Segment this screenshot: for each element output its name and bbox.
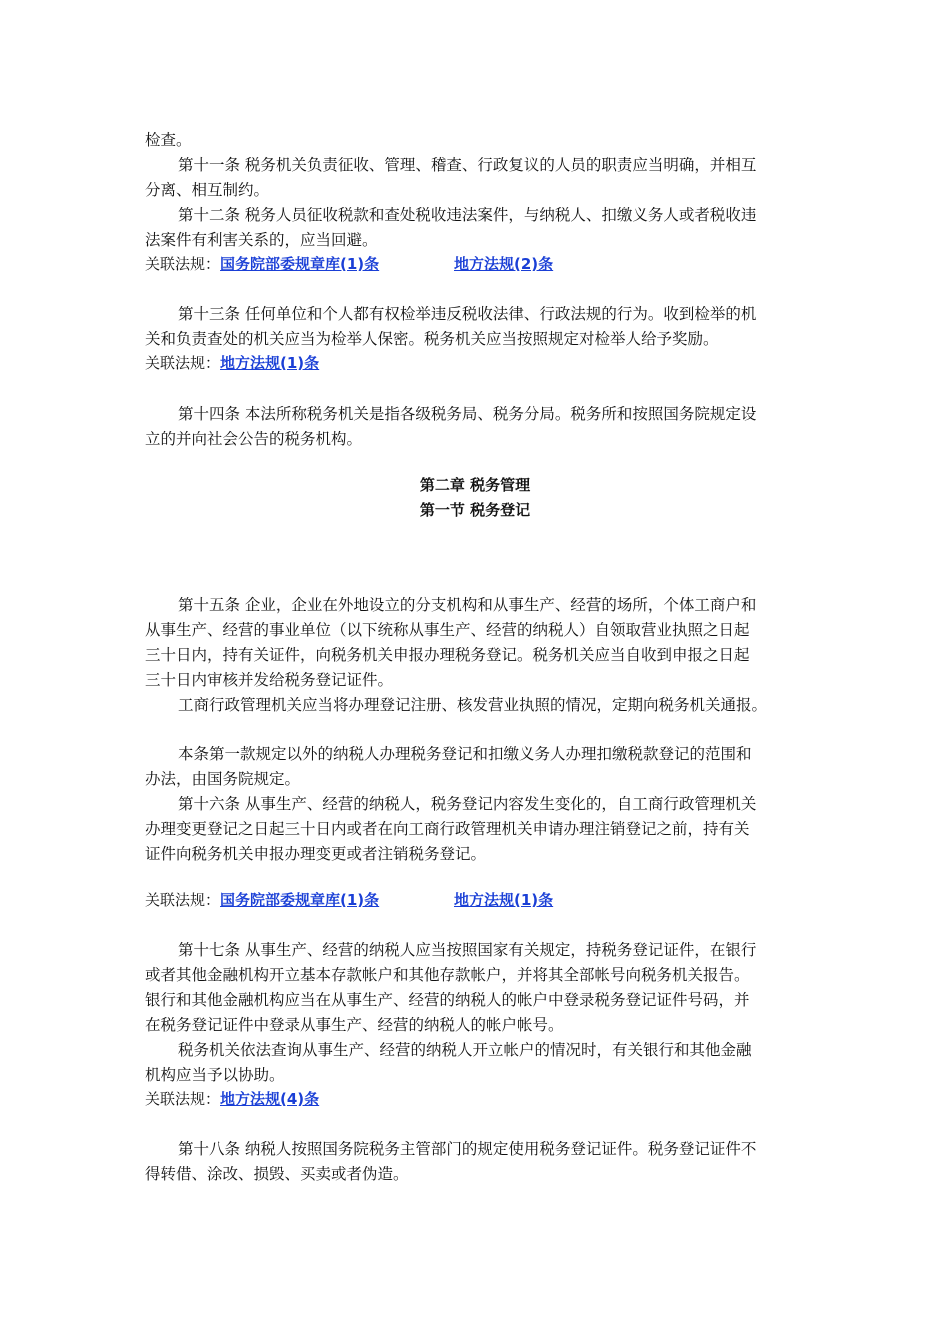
related-regulations-row (145, 351, 319, 375)
paragraph-line: 办法，由国务院规定。 (145, 770, 301, 788)
paragraph-line: 三十日内，持有关证件，向税务机关申报办理税务登记。税务机关应当自收到申报之日起 (145, 646, 750, 664)
paragraph-line: 从事生产、经营的事业单位（以下统称从事生产、经营的纳税人）自领取营业执照之日起 (145, 621, 750, 639)
related-link[interactable]: 地方法规(1)条 (220, 354, 320, 372)
paragraph-line: 税务机关依法查询从事生产、经营的纳税人开立帐户的情况时，有关银行和其他金融 (178, 1041, 752, 1059)
paragraph-line: 本条第一款规定以外的纳税人办理税务登记和扣缴义务人办理扣缴税款登记的范围和 (178, 745, 752, 763)
article-15-line: 第十五条 企业，企业在外地设立的分支机构和从事生产、经营的场所，个体工商户和 (178, 596, 757, 614)
paragraph-line: 立的并向社会公告的税务机构。 (145, 430, 363, 448)
paragraph-line: 关和负责查处的机关应当为检举人保密。税务机关应当按照规定对检举人给予奖励。 (145, 330, 719, 348)
related-link[interactable]: 国务院部委规章库(1)条 (220, 255, 380, 273)
related-label: 关联法规： (145, 891, 221, 909)
paragraph-line: 机构应当予以协助。 (145, 1066, 285, 1084)
paragraph-line: 工商行政管理机关应当将办理登记注册、核发营业执照的情况，定期向税务机关通报。 (178, 696, 768, 714)
paragraph-line: 在税务登记证件中登录从事生产、经营的纳税人的帐户帐号。 (145, 1016, 564, 1034)
article-16-line: 第十六条 从事生产、经营的纳税人，税务登记内容发生变化的，自工商行政管理机关 (178, 795, 757, 813)
paragraph-line: 法案件有利害关系的，应当回避。 (145, 231, 378, 249)
related-link[interactable]: 地方法规(1)条 (454, 891, 554, 909)
paragraph-line: 得转借、涂改、损毁、买卖或者伪造。 (145, 1165, 409, 1183)
paragraph-line: 分离、相互制约。 (145, 181, 270, 199)
related-label: 关联法规： (145, 255, 221, 273)
related-link[interactable]: 国务院部委规章库(1)条 (220, 891, 380, 909)
paragraph-line: 办理变更登记之日起三十日内或者在向工商行政管理机关申请办理注销登记之前，持有关 (145, 820, 750, 838)
article-17-line: 第十七条 从事生产、经营的纳税人应当按照国家有关规定，持税务登记证件，在银行 (178, 941, 757, 959)
related-regulations-row (145, 252, 554, 276)
article-11-line: 第十一条 税务机关负责征收、管理、稽查、行政复议的人员的职责应当明确，并相互 (178, 156, 757, 174)
related-regulations-row (145, 888, 554, 912)
paragraph-line: 三十日内审核并发给税务登记证件。 (145, 671, 394, 689)
section-title: 第一节 税务登记 (419, 501, 531, 519)
article-18-line: 第十八条 纳税人按照国务院税务主管部门的规定使用税务登记证件。税务登记证件不 (178, 1140, 757, 1158)
paragraph-line: 检查。 (145, 131, 192, 149)
related-label: 关联法规： (145, 1090, 221, 1108)
article-13-line: 第十三条 任何单位和个人都有权检举违反税收法律、行政法规的行为。收到检举的机 (178, 305, 757, 323)
article-12-line: 第十二条 税务人员征收税款和查处税收违法案件，与纳税人、扣缴义务人或者税收违 (178, 206, 757, 224)
related-link[interactable]: 地方法规(2)条 (454, 255, 554, 273)
related-regulations-row (145, 1087, 319, 1111)
article-14-line: 第十四条 本法所称税务机关是指各级税务局、税务分局。税务所和按照国务院规定设 (178, 405, 757, 423)
paragraph-line: 银行和其他金融机构应当在从事生产、经营的纳税人的帐户中登录税务登记证件号码，并 (145, 991, 750, 1009)
chapter-title: 第二章 税务管理 (419, 476, 531, 494)
paragraph-line: 证件向税务机关申报办理变更或者注销税务登记。 (145, 845, 487, 863)
related-link[interactable]: 地方法规(4)条 (220, 1090, 320, 1108)
paragraph-line: 或者其他金融机构开立基本存款帐户和其他存款帐户，并将其全部帐号向税务机关报告。 (145, 966, 750, 984)
related-label: 关联法规： (145, 354, 221, 372)
